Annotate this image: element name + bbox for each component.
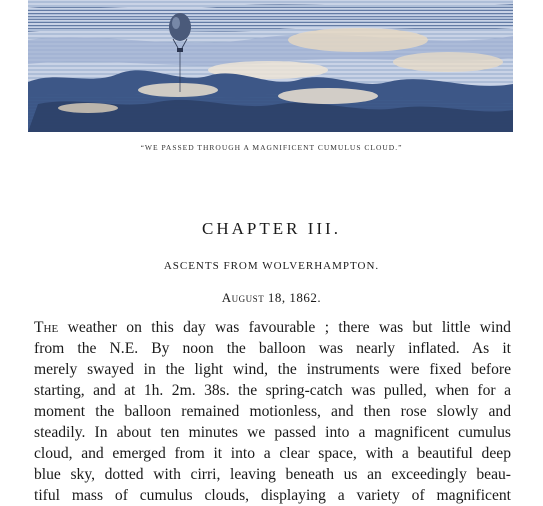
body-line: starting, and at 1h. 2m. 38s. the spring-catch was pulled, when for a bbox=[34, 382, 511, 399]
illustration-caption: “WE PASSED THROUGH A MAGNIFICENT CUMULUS CLOUD.” bbox=[140, 143, 403, 152]
body-line: from the N.E. By noon the balloon was nearly inflated. As it bbox=[34, 340, 511, 357]
body-line: blue sky, dotted with cirri, leaving beneath us an exceedingly beau- bbox=[34, 466, 511, 483]
body-paragraph bbox=[34, 317, 511, 506]
body-line-1-rest: weather on this day was favourable ; there was but little wind bbox=[67, 319, 511, 336]
engraving-illustration bbox=[28, 0, 513, 132]
chapter-subtitle: ASCENTS FROM WOLVERHAMPTON. bbox=[163, 260, 380, 272]
dateline bbox=[0, 290, 543, 306]
body-line: moment the balloon remained motionless, and then rose slowly and bbox=[34, 403, 511, 420]
chapter-title: CHAPTER III. bbox=[202, 219, 341, 238]
body-line-1 bbox=[34, 317, 511, 338]
dateline-text: August 18, 1862. bbox=[221, 290, 322, 305]
body-line: cloud, and emerged from it into a clear space, with a beautiful deep bbox=[34, 445, 511, 462]
body-line: tiful mass of cumulus clouds, displaying a variety of magnificent bbox=[34, 487, 511, 504]
first-word: The bbox=[34, 319, 59, 336]
body-line: steadily. In about ten minutes we passed into a magnificent cumulus bbox=[34, 424, 511, 441]
body-line: merely swayed in the light wind, the instruments were fixed before bbox=[34, 361, 511, 378]
